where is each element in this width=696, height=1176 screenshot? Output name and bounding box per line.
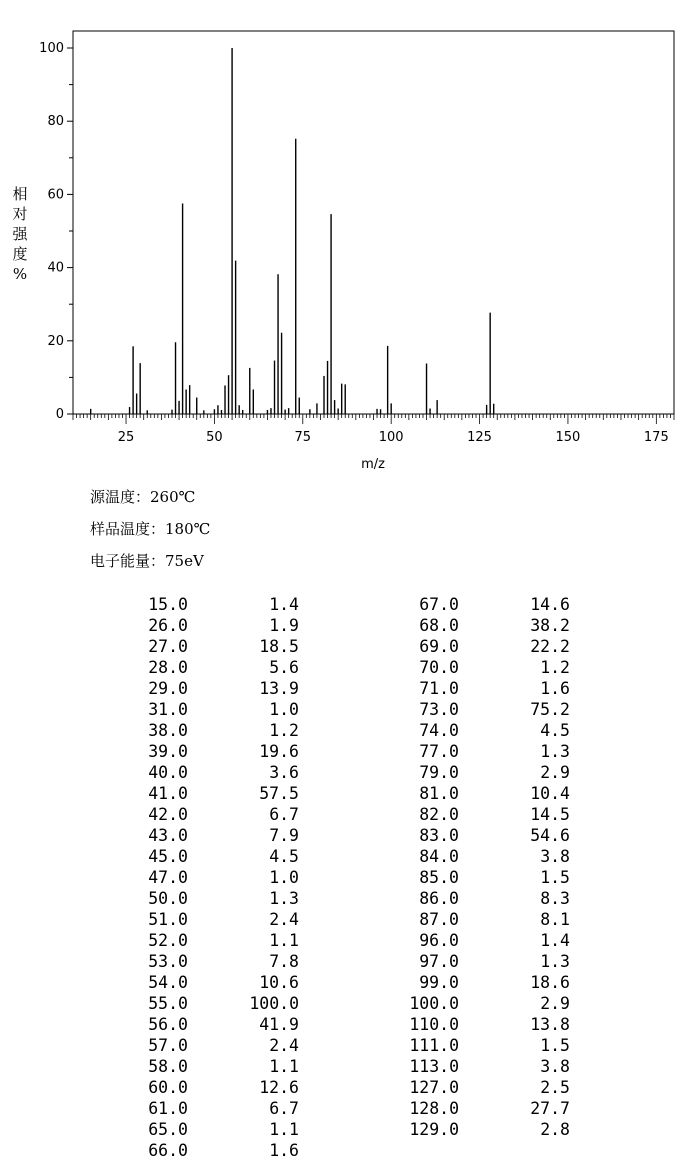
peak-table-row	[111, 657, 299, 678]
y-tick-label: 20	[47, 333, 64, 349]
abundance-value: 1.1	[269, 1120, 299, 1139]
sample-temperature: 样品温度：180℃	[90, 520, 211, 538]
peak-table-row	[111, 1035, 299, 1056]
peak-table-left	[111, 594, 299, 1161]
abundance-value: 10.4	[530, 784, 570, 803]
abundance-value: 1.4	[269, 595, 299, 614]
y-tick-label: 80	[47, 114, 64, 130]
peak-table-row	[111, 1140, 299, 1161]
mz-value: 81.0	[419, 784, 459, 803]
abundance-value: 18.5	[259, 637, 299, 656]
mz-value: 52.0	[148, 931, 188, 950]
abundance-value: 1.3	[269, 889, 299, 908]
abundance-value: 1.6	[269, 1141, 299, 1160]
mz-value: 74.0	[419, 721, 459, 740]
mz-value: 53.0	[148, 952, 188, 971]
abundance-value: 8.1	[540, 910, 570, 929]
mz-value: 26.0	[148, 616, 188, 635]
mass-spectrum-chart	[0, 0, 696, 480]
abundance-value: 3.8	[540, 847, 570, 866]
abundance-value: 75.2	[530, 700, 570, 719]
plot-border	[73, 31, 674, 414]
mz-value: 73.0	[419, 700, 459, 719]
peak-table-row	[111, 741, 299, 762]
abundance-value: 8.3	[540, 889, 570, 908]
abundance-value: 57.5	[259, 784, 299, 803]
abundance-value: 1.6	[540, 679, 570, 698]
mz-value: 77.0	[419, 742, 459, 761]
y-tick-label: 0	[55, 407, 64, 422]
abundance-value: 1.1	[269, 1057, 299, 1076]
x-axis-ticks	[73, 414, 674, 445]
abundance-value: 22.2	[530, 637, 570, 656]
peak-table-row	[382, 867, 570, 888]
y-axis-label-char: 对	[12, 205, 28, 223]
mz-value: 79.0	[419, 763, 459, 782]
electron-energy: 电子能量：75eV	[90, 552, 204, 570]
peak-table-row	[111, 804, 299, 825]
peak-table-row	[382, 783, 570, 804]
abundance-value: 1.1	[269, 931, 299, 950]
abundance-value: 2.8	[540, 1120, 570, 1139]
abundance-value: 2.4	[269, 1036, 299, 1055]
peak-table-row	[111, 993, 299, 1014]
mz-value: 29.0	[148, 679, 188, 698]
peak-bars	[91, 48, 494, 414]
peak-table-row	[382, 888, 570, 909]
mz-value: 82.0	[419, 805, 459, 824]
mz-value: 15.0	[148, 595, 188, 614]
x-axis-label: m/z	[361, 457, 385, 472]
peak-table-row	[382, 741, 570, 762]
x-tick-label: 75	[294, 430, 312, 445]
peak-table-row	[382, 951, 570, 972]
peak-table-row	[111, 888, 299, 909]
abundance-value: 1.0	[269, 868, 299, 887]
y-tick-label: 60	[47, 187, 64, 203]
peak-table-row	[382, 720, 570, 741]
mz-value: 27.0	[148, 637, 188, 656]
mz-value: 69.0	[419, 637, 459, 656]
peak-table-row	[382, 825, 570, 846]
peak-table-right	[382, 594, 570, 1140]
abundance-value: 2.4	[269, 910, 299, 929]
x-tick-label: 150	[555, 430, 581, 445]
mz-value: 31.0	[148, 700, 188, 719]
peak-table-row	[382, 1119, 570, 1140]
mz-value: 55.0	[148, 994, 188, 1013]
abundance-value: 4.5	[540, 721, 570, 740]
mz-value: 83.0	[419, 826, 459, 845]
mz-value: 50.0	[148, 889, 188, 908]
peak-table-row	[382, 804, 570, 825]
peak-table-row	[382, 699, 570, 720]
peak-table-row	[382, 1035, 570, 1056]
x-tick-label: 100	[378, 430, 404, 445]
peak-table-row	[111, 951, 299, 972]
peak-table-row	[111, 972, 299, 993]
peak-table-row	[111, 909, 299, 930]
abundance-value: 38.2	[530, 616, 570, 635]
peak-table-row	[111, 1056, 299, 1077]
peak-table-row	[382, 930, 570, 951]
abundance-value: 18.6	[530, 973, 570, 992]
peak-table-row	[111, 615, 299, 636]
mz-value: 28.0	[148, 658, 188, 677]
y-axis-label-char: 强	[12, 225, 28, 243]
abundance-value: 1.2	[269, 721, 299, 740]
mz-value: 86.0	[419, 889, 459, 908]
mz-value: 45.0	[148, 847, 188, 866]
abundance-value: 7.9	[269, 826, 299, 845]
mz-value: 85.0	[419, 868, 459, 887]
peak-table-row	[382, 972, 570, 993]
abundance-value: 100.0	[249, 994, 299, 1013]
peak-table-row	[382, 1056, 570, 1077]
mz-value: 61.0	[148, 1099, 188, 1118]
abundance-value: 4.5	[269, 847, 299, 866]
abundance-value: 6.7	[269, 805, 299, 824]
abundance-value: 2.9	[540, 763, 570, 782]
mz-value: 99.0	[419, 973, 459, 992]
peak-table-row	[111, 699, 299, 720]
peak-table-row	[111, 636, 299, 657]
mz-value: 41.0	[148, 784, 188, 803]
peak-table-row	[382, 993, 570, 1014]
abundance-value: 7.8	[269, 952, 299, 971]
peak-table-row	[111, 1014, 299, 1035]
abundance-value: 1.2	[540, 658, 570, 677]
mz-value: 40.0	[148, 763, 188, 782]
peak-table-row	[111, 720, 299, 741]
peak-table-row	[111, 825, 299, 846]
abundance-value: 54.6	[530, 826, 570, 845]
abundance-value: 1.5	[540, 868, 570, 887]
abundance-value: 1.3	[540, 742, 570, 761]
mz-value: 87.0	[419, 910, 459, 929]
mz-value: 127.0	[409, 1078, 459, 1097]
peak-table-row	[111, 867, 299, 888]
x-tick-label: 25	[117, 430, 135, 445]
mz-value: 129.0	[409, 1120, 459, 1139]
mz-value: 42.0	[148, 805, 188, 824]
x-tick-label: 50	[206, 430, 223, 445]
abundance-value: 19.6	[259, 742, 299, 761]
abundance-value: 13.8	[530, 1015, 570, 1034]
peak-table-row	[111, 1077, 299, 1098]
y-axis-label-char: 相	[12, 185, 28, 203]
mz-value: 47.0	[148, 868, 188, 887]
mz-value: 70.0	[419, 658, 459, 677]
abundance-value: 12.6	[259, 1078, 299, 1097]
mz-value: 60.0	[148, 1078, 188, 1097]
abundance-value: 14.5	[530, 805, 570, 824]
mz-value: 68.0	[419, 616, 459, 635]
abundance-value: 1.3	[540, 952, 570, 971]
y-tick-label: 40	[47, 260, 64, 276]
abundance-value: 2.5	[540, 1078, 570, 1097]
mz-value: 39.0	[148, 742, 188, 761]
peak-table-row	[111, 930, 299, 951]
y-axis-ticks	[39, 41, 73, 422]
abundance-value: 3.6	[269, 763, 299, 782]
y-tick-label: 100	[39, 41, 64, 56]
abundance-value: 41.9	[259, 1015, 299, 1034]
abundance-value: 1.0	[269, 700, 299, 719]
abundance-value: 14.6	[530, 595, 570, 614]
mz-value: 128.0	[409, 1099, 459, 1118]
mz-value: 84.0	[419, 847, 459, 866]
peak-table-row	[382, 846, 570, 867]
mz-value: 96.0	[419, 931, 459, 950]
peak-table-row	[382, 594, 570, 615]
mz-value: 111.0	[409, 1036, 459, 1055]
mz-value: 110.0	[409, 1015, 459, 1034]
mz-value: 66.0	[148, 1141, 188, 1160]
x-tick-label: 125	[467, 430, 492, 445]
peak-table-row	[382, 762, 570, 783]
mz-value: 97.0	[419, 952, 459, 971]
abundance-value: 1.4	[540, 931, 570, 950]
peak-table-row	[382, 615, 570, 636]
mz-value: 54.0	[148, 973, 188, 992]
peak-table-row	[382, 1014, 570, 1035]
peak-table-row	[111, 1098, 299, 1119]
abundance-value: 6.7	[269, 1099, 299, 1118]
abundance-value: 1.5	[540, 1036, 570, 1055]
peak-table-row	[382, 1098, 570, 1119]
mz-value: 65.0	[148, 1120, 188, 1139]
mz-value: 67.0	[419, 595, 459, 614]
peak-table-row	[111, 762, 299, 783]
peak-table-row	[111, 594, 299, 615]
mz-value: 58.0	[148, 1057, 188, 1076]
mz-value: 57.0	[148, 1036, 188, 1055]
mz-value: 71.0	[419, 679, 459, 698]
peak-table-row	[382, 636, 570, 657]
abundance-value: 27.7	[530, 1099, 570, 1118]
peak-table-row	[382, 909, 570, 930]
source-temperature: 源温度：260℃	[90, 488, 196, 506]
mz-value: 51.0	[148, 910, 188, 929]
y-axis-label-char: 度	[12, 245, 28, 263]
mz-value: 56.0	[148, 1015, 188, 1034]
y-axis-label	[12, 185, 28, 283]
peak-table-row	[111, 846, 299, 867]
mz-value: 38.0	[148, 721, 188, 740]
abundance-value: 1.9	[269, 616, 299, 635]
abundance-value: 10.6	[259, 973, 299, 992]
peak-table-row	[382, 1077, 570, 1098]
peak-table-row	[111, 1119, 299, 1140]
mz-value: 113.0	[409, 1057, 459, 1076]
abundance-value: 2.9	[540, 994, 570, 1013]
peak-table-row	[111, 783, 299, 804]
peak-table-row	[382, 678, 570, 699]
peak-table-row	[111, 678, 299, 699]
plot-frame	[73, 31, 674, 414]
peak-table-row	[382, 657, 570, 678]
abundance-value: 5.6	[269, 658, 299, 677]
x-tick-label: 175	[643, 430, 669, 445]
y-axis-label-char: %	[12, 265, 28, 283]
abundance-value: 13.9	[259, 679, 299, 698]
mz-value: 100.0	[409, 994, 459, 1013]
abundance-value: 3.8	[540, 1057, 570, 1076]
mz-value: 43.0	[148, 826, 188, 845]
